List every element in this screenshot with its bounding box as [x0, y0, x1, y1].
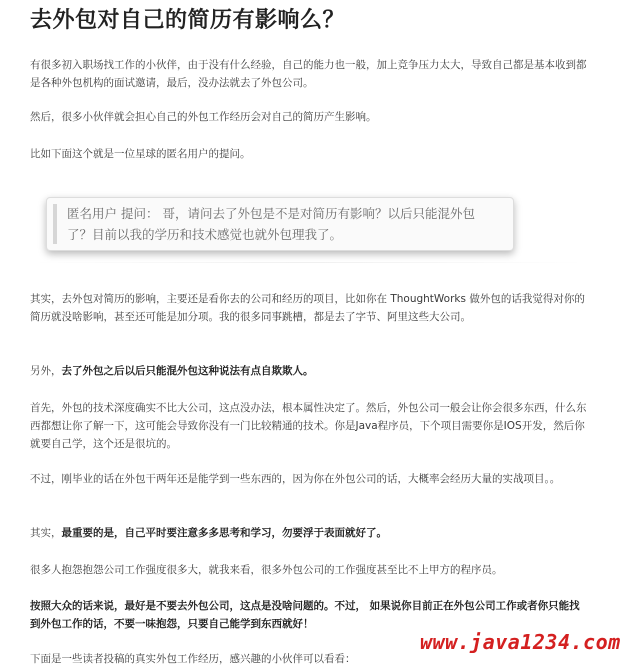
site-watermark: www.java1234.com — [420, 630, 621, 654]
paragraph-complaint: 很多人抱怨抱怨公司工作强度很多大，就我来看，很多外包公司的工作强度甚至比不上甲方的程序员。 — [30, 564, 503, 576]
paragraph-another-prefix: 另外， — [30, 365, 62, 377]
article-title: 去外包对自己的简历有影响么？ — [30, 8, 346, 33]
blockquote-text: 匿名用户 提问： 哥，请问去了外包是不是对简历有影响？以后只能混外包了？目前以我的学历和技术感觉也就外包理我了。 — [67, 206, 475, 242]
paragraph-reader-stories: 下面是一些读者投稿的真实外包工作经历，感兴趣的小伙伴可以看看： — [30, 653, 356, 665]
paragraph-worry: 然后，很多小伙伴就会担心自己的外包工作经历会对自己的简历产生影响。 — [30, 111, 377, 123]
paragraph-important-bold: 最重要的是，自己平时要注意多多思考和学习，勿要浮于表面就好了。 — [61, 527, 387, 539]
paragraph-intro: 有很多初入职场找工作的小伙伴，由于没有什么经验，自己的能力也一般，加上竞争压力太大，导致自己都是基本收到都是各种外包机构的面试邀请，最后，没办法就去了外包公司。 — [30, 59, 587, 89]
paragraph-impact: 其实，去外包对简历的影响，主要还是看你去的公司和经历的项目，比如你在 ThoughtWorks 做外包的话我觉得对你的简历就没啥影响，甚至还可能是加分项。我的很多同事跳槽，都是去了字节、阿里这些大公司。 — [30, 293, 585, 323]
paragraph-advice: 按照大众的话来说，最好是不要去外包公司，这点是没啥问题的。不过， 如果说你目前正在外包公司工作或者你只能找到外包工作的话，不要一味抱怨，只要自己能学到东西就好！ — [30, 600, 580, 630]
paragraph-first: 首先，外包的技术深度确实不比大公司，这点没办法，根本属性决定了。然后，外包公司一般会让你会很多东西，什么东西都想让你了解一下，这可能会导致你没有一门比较精通的技术。你是Java程序员，下个项目需要你是IOS开发，然后你就要自己学，这个还是很坑的。 — [30, 402, 587, 450]
paragraph-however: 不过，刚毕业的话在外包干两年还是能学到一些东西的，因为你在外包公司的话，大概率会经历大量的实战项目。。 — [30, 473, 561, 485]
blockquote — [46, 197, 514, 251]
paragraph-another — [30, 362, 590, 380]
section-divider — [30, 262, 586, 263]
paragraph-important-prefix: 其实， — [30, 527, 62, 539]
paragraph-another-bold: 去了外包之后以后只能混外包这种说法有点自欺欺人。 — [61, 365, 314, 377]
paragraph-question-intro: 比如下面这个就是一位星球的匿名用户的提问。 — [30, 148, 251, 160]
paragraph-important — [30, 524, 590, 542]
blockquote-bar — [53, 204, 57, 244]
